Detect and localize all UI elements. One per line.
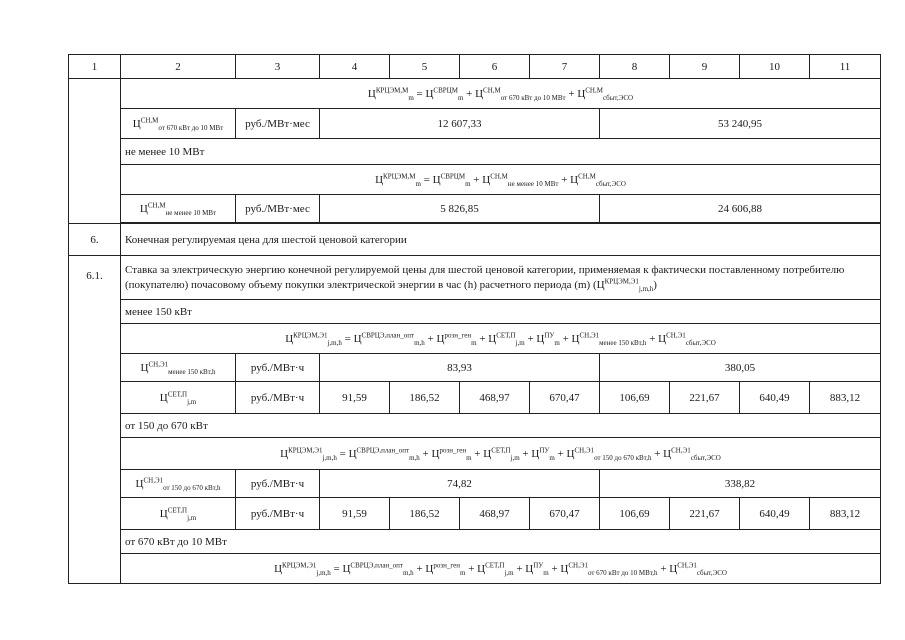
formula-upto10: $Ц^{КРЦЭМ,М}_m = Ц^{СВРЦМ}_m + Ц^{СН,М}_{от 670 кВт до 10 МВт} + Ц^{СН,М}_{сбыт,ЭСО}$ <box>121 79 881 109</box>
formula-670-10m: $Ц^{КРЦЭМ,Э1}_{j,m,h} = Ц^{СВРЦЭ,план\_опт}_{m,h} + Ц^{розн\_ген}_m + Ц^{СЕТ,П}_{j,m} + Ц^{ПУ}_m + Ц^{СН,Э1}_{от 670 кВт до 10 МВт,h} + Ц^{СН,Э1}_{сбыт,ЭСО}$ <box>121 554 881 584</box>
col-header-10: 10 <box>740 55 810 79</box>
col-header-2: 2 <box>121 55 236 79</box>
tariff-table <box>68 54 881 584</box>
cell-670-10: 640,49 <box>740 498 810 530</box>
col-header-9: 9 <box>670 55 740 79</box>
col-header-4: 4 <box>320 55 390 79</box>
value-less150-right: 380,05 <box>600 354 881 382</box>
value-over10-right: 24 606,88 <box>600 195 881 223</box>
cell-670-9: 221,67 <box>670 498 740 530</box>
col-header-1: 1 <box>69 55 121 79</box>
cell-670-8: 106,69 <box>600 498 670 530</box>
col-header-6: 6 <box>460 55 530 79</box>
cell-670-6: 468,97 <box>460 498 530 530</box>
cell-670-7: 670,47 <box>530 498 600 530</box>
cell-less150-11: 883,12 <box>810 382 881 414</box>
heading-150-670: от 150 до 670 кВт <box>121 414 881 438</box>
formula-150-670: $Ц^{КРЦЭМ,Э1}_{j,m,h} = Ц^{СВРЦЭ,план\_опт}_{m,h} + Ц^{розн\_ген}_m + Ц^{СЕТ,П}_{j,m} + Ц^{ПУ}_m + Ц^{СН,Э1}_{от 150 до 670 кВт,h} + Ц^{СН,Э1}_{сбыт,ЭСО}$ <box>121 438 881 470</box>
section61-number: 6.1. <box>69 256 121 584</box>
unit-150-670-row1: руб./МВт·ч <box>236 470 320 498</box>
section6-number: 6. <box>69 224 121 256</box>
label-set-150-670: $Ц^{СЕТ,П}_{j,m}$ <box>121 498 236 530</box>
value-upto10-right: 53 240,95 <box>600 109 881 139</box>
cell-less150-9: 221,67 <box>670 382 740 414</box>
col-header-5: 5 <box>390 55 460 79</box>
unit-less150-row2: руб./МВт·ч <box>236 382 320 414</box>
header-row <box>69 55 881 79</box>
value-less150-left: 83,93 <box>320 354 600 382</box>
cell-less150-8: 106,69 <box>600 382 670 414</box>
col-header-7: 7 <box>530 55 600 79</box>
value-150-670-right: 338,82 <box>600 470 881 498</box>
value-upto10-left: 12 607,33 <box>320 109 600 139</box>
label-upto10: $Ц^{СН,М}_{от 670 кВт до 10 МВт}$ <box>121 109 236 139</box>
unit-over10: руб./МВт·мес <box>236 195 320 223</box>
cell-less150-6: 468,97 <box>460 382 530 414</box>
cell-less150-10: 640,49 <box>740 382 810 414</box>
label-set-less150: $Ц^{СЕТ,П}_{j,m}$ <box>121 382 236 414</box>
value-over10-left: 5 826,85 <box>320 195 600 223</box>
section61-title: Ставка за электрическую энергию конечной регулируемой цены для шестой ценовой категории, применяемая к фактически поставленному потребителю (покупателю) почасовому объему покупки электрической энергии в час (h) расчетного периода (m) $(Ц^{КРЦЭМ,Э1}_{j,m,h})$ <box>121 256 881 300</box>
unit-less150-row1: руб./МВт·ч <box>236 354 320 382</box>
cell-670-5: 186,52 <box>390 498 460 530</box>
col-header-11: 11 <box>810 55 881 79</box>
formula-less150: $Ц^{КРЦЭМ,Э1}_{j,m,h} = Ц^{СВРЦЭ,план\_опт}_{m,h} + Ц^{розн\_ген}_m + Ц^{СЕТ,П}_{j,m} + Ц^{ПУ}_m + Ц^{СН,Э1}_{менее 150 кВт,h} + Ц^{СН,Э1}_{сбыт,ЭСО}$ <box>121 324 881 354</box>
col-header-3: 3 <box>236 55 320 79</box>
label-less150: $Ц^{СН,Э1}_{менее 150 кВт,h}$ <box>121 354 236 382</box>
cell-less150-4: 91,59 <box>320 382 390 414</box>
cell-less150-5: 186,52 <box>390 382 460 414</box>
heading-less150: менее 150 кВт <box>121 300 881 324</box>
value-150-670-left: 74,82 <box>320 470 600 498</box>
num-cell-blank <box>69 79 121 224</box>
unit-upto10: руб./МВт·мес <box>236 109 320 139</box>
cell-670-11: 883,12 <box>810 498 881 530</box>
col-header-8: 8 <box>600 55 670 79</box>
label-150-670: $Ц^{СН,Э1}_{от 150 до 670 кВт,h}$ <box>121 470 236 498</box>
heading-over10: не менее 10 МВт <box>121 139 881 165</box>
label-over10: $Ц^{СН,М}_{не менее 10 МВт}$ <box>121 195 236 223</box>
cell-less150-7: 670,47 <box>530 382 600 414</box>
unit-150-670-row2: руб./МВт·ч <box>236 498 320 530</box>
formula-over10: $Ц^{КРЦЭМ,М}_m = Ц^{СВРЦМ}_m + Ц^{СН,М}_{не менее 10 МВт} + Ц^{СН,М}_{сбыт,ЭСО}$ <box>121 165 881 195</box>
heading-670-10m: от 670 кВт до 10 МВт <box>121 530 881 554</box>
section6-title: Конечная регулируемая цена для шестой ценовой категории <box>121 224 881 256</box>
cell-670-4: 91,59 <box>320 498 390 530</box>
